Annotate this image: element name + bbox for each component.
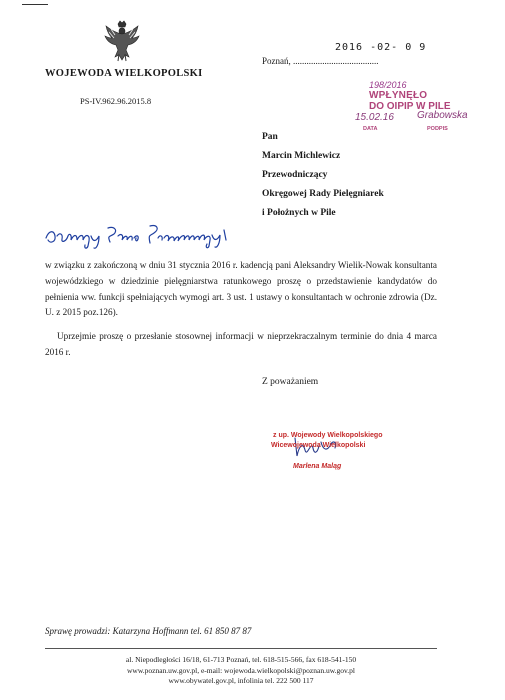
signature-line-title: Wicewojewoda Wielkopolski [271, 442, 366, 449]
stamp-line-office: DO OIPIP W PILE [369, 101, 451, 112]
recipient-line: Okręgowej Rady Pielęgniarek [262, 189, 384, 199]
stamp-line-received: WPŁYNĘŁO [369, 90, 428, 101]
date-stamp: 2016 -02- 0 9 [335, 42, 427, 53]
place-date-line: Poznań, ...................................... [262, 56, 379, 66]
reference-number: PS-IV.962.96.2015.8 [80, 96, 152, 106]
closing-phrase: Z poważaniem [262, 377, 319, 387]
margin-mark [22, 4, 48, 5]
recipient-line: Przewodniczący [262, 170, 328, 180]
eagle-emblem-icon [103, 20, 141, 64]
stamp-date-label: DATA [363, 126, 378, 132]
footer-helpline: www.obywatel.gov.pl, infolinia tel. 222 500 117 [168, 676, 314, 685]
footer-divider [45, 648, 437, 649]
handled-by: Sprawę prowadzi: Katarzyna Hoffmann tel. 61 850 87 87 [45, 626, 252, 636]
handwritten-salutation [44, 218, 254, 250]
signature-stamp [265, 430, 405, 480]
recipient-line: Marcin Michlewicz [262, 151, 341, 161]
recipient-block [262, 128, 384, 223]
stamp-signature-label: PODPIS [427, 126, 448, 132]
recipient-line: Pan [262, 132, 278, 142]
body-paragraph: Uprzejmie proszę o przesłanie stosownej informacji w nieprzekraczalnym terminie do dnia 4 marca 2016 r. [45, 331, 437, 357]
letter-body [45, 258, 437, 369]
signature-name: Marlena Maląg [293, 463, 342, 470]
signature-line-authority: z up. Wojewody Wielkopolskiego [273, 432, 383, 439]
stamp-registry-number: 198/2016 [369, 80, 407, 90]
stamp-signature-value: Grabowska [417, 110, 468, 121]
body-paragraph: w związku z zakończoną w dniu 31 stycznia 2016 r. kadencją pani Aleksandry Wielik-Nowak konsultanta wojewódzkiego w dziedzinie pielęgniarstwa ratunkowego proszę o przedstawienie kandydatów do pełnienia ww. funkcji spełniających wymogi art. 3 ust. 1 ustawy o konsultantach w ochronie zdrowia (Dz. U. z 2015 poz.126). [45, 260, 437, 318]
footer-web-email: www.poznan.uw.gov.pl, e-mail: wojewoda.wielkopolski@poznan.uw.gov.pl [127, 665, 355, 675]
footer-address: al. Niepodległości 16/18, 61-713 Poznań, tel. 618-515-566, fax 618-541-150 [125, 655, 357, 664]
recipient-line: i Położnych w Pile [262, 208, 336, 218]
stamp-date-value: 15.02.16 [355, 112, 394, 123]
office-name: WOJEWODA WIELKOPOLSKI [45, 68, 203, 79]
footer [45, 655, 437, 687]
